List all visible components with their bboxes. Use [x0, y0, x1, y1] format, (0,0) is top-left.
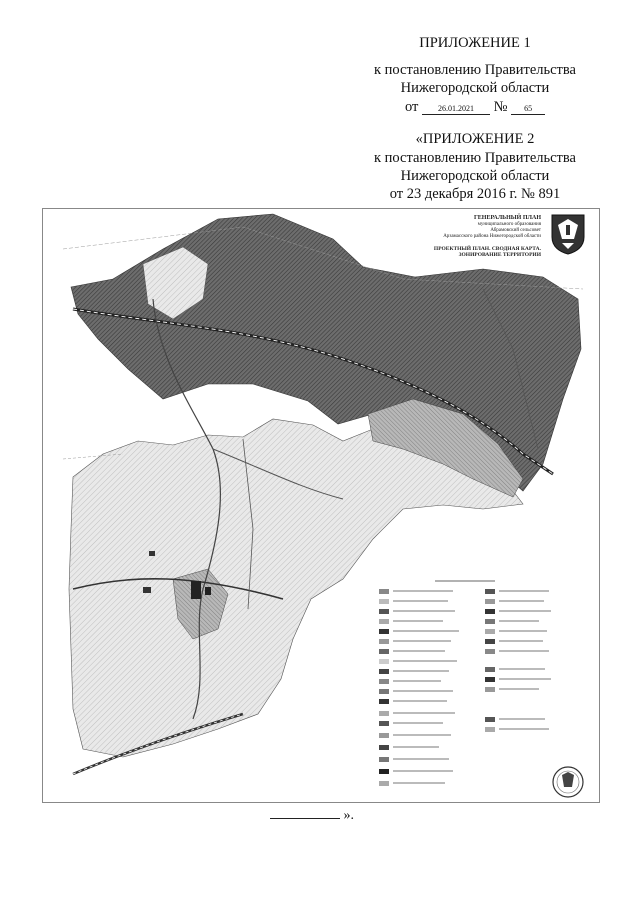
- map-title-line-4: Арзамасского района Нижегородской области: [443, 234, 541, 239]
- number-sign: №: [493, 99, 508, 115]
- region-caption-2: Нижегородской области: [400, 168, 550, 184]
- resolution-number: 65: [511, 103, 545, 115]
- general-plan-map: [42, 208, 600, 803]
- map-title-block: [411, 215, 541, 258]
- resolution-caption-2: к постановлению Правительства: [374, 150, 576, 166]
- map-subtitle-line-1: ПРОЕКТНЫЙ ПЛАН. СВОДНАЯ КАРТА.: [433, 246, 541, 252]
- footer-underline: [270, 808, 340, 819]
- closing-quote: ».: [343, 808, 354, 823]
- map-title-line-3: Абрамовский сельсовет: [490, 228, 541, 233]
- original-resolution-date: от 23 декабря 2016 г. № 891: [389, 186, 561, 202]
- coat-of-arms-icon: [548, 213, 588, 255]
- map-subtitle-line-2: ЗОНИРОВАНИЕ ТЕРРИТОРИИ: [458, 252, 541, 258]
- resolution-caption: к постановлению Правительства: [374, 62, 576, 78]
- map-title-line-2: муниципального образования: [477, 222, 541, 227]
- document-footer: [270, 808, 354, 824]
- appendix-2-title: «ПРИЛОЖЕНИЕ 2: [415, 131, 535, 147]
- region-caption: Нижегородской области: [400, 80, 550, 96]
- map-title: ГЕНЕРАЛЬНЫЙ ПЛАН: [473, 215, 541, 221]
- seal-icon: [550, 765, 586, 799]
- date-prefix: от: [404, 99, 419, 115]
- appendix-1-title: ПРИЛОЖЕНИЕ 1: [419, 35, 531, 51]
- map-subtitle: [411, 246, 541, 258]
- resolution-date: 26.01.2021: [422, 103, 490, 115]
- resolution-date-line: [330, 99, 620, 115]
- map-legend: [375, 577, 557, 797]
